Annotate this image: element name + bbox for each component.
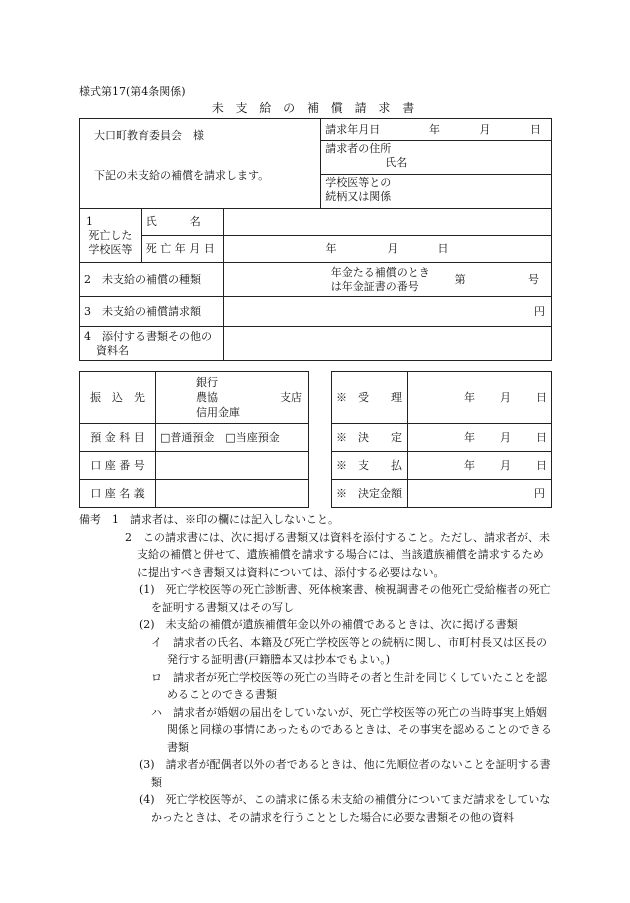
- account-number-label: 口 座 番 号: [80, 452, 156, 480]
- pension-label-cell: [321, 263, 451, 297]
- address-cell: [321, 141, 552, 175]
- death-date-field[interactable]: [223, 236, 551, 263]
- pension-label-2: は年金証書の番号: [330, 279, 419, 293]
- claim-amount-label: 3 未支給の補償請求額: [80, 297, 224, 327]
- deceased-name-field[interactable]: [223, 209, 551, 236]
- note-2-3: (3) 請求者が配偶者以外の者であるときは、他に先順位者のないことを証明する書類: [139, 758, 551, 789]
- pension-label-1: 年金たる補償のとき: [330, 265, 430, 279]
- relation-label-1: 学校医等との: [325, 176, 392, 189]
- claim-table: [79, 118, 552, 361]
- decided-label: ※ 決 定: [332, 424, 408, 452]
- note-1: 備考 1 請求者は、※印の欄には記入しないこと。: [79, 513, 339, 526]
- form-number: 様式第17(第4条関係): [79, 85, 186, 98]
- pension-number-field[interactable]: [451, 263, 552, 297]
- day-label: 日: [530, 122, 541, 136]
- deceased-num: 1: [86, 214, 93, 228]
- transfer-label: 振 込 先: [80, 372, 156, 424]
- deposit-type-label: 預 金 科 目: [80, 424, 156, 452]
- note-2-2-ro: ロ 請求者が死亡学校医等の死亡の当時その者と生計を同じくしていたことを認めることのできる書類: [151, 670, 547, 701]
- death-day: 日: [437, 242, 449, 255]
- note-2-2: (2) 未支給の補償が遺族補償年金以外の補償であるときは、次に掲げる書類: [139, 618, 518, 631]
- deposit-type-options[interactable]: □普通預金 □当座預金: [156, 424, 309, 452]
- address-label: 請求者の住所: [325, 142, 392, 155]
- dai-label: 第: [454, 272, 466, 286]
- paid-day: 日: [536, 458, 547, 472]
- attachments-field[interactable]: [223, 327, 551, 361]
- claim-amount-field[interactable]: [223, 297, 551, 327]
- deceased-label-1: 死亡した: [88, 228, 133, 242]
- decided-amount-label: ※ 決定金額: [332, 480, 408, 508]
- account-name-field[interactable]: [156, 480, 309, 508]
- account-name-label: 口 座 名 義: [80, 480, 156, 508]
- bank-type-coop: 農協: [196, 390, 218, 404]
- account-number-field[interactable]: [156, 452, 309, 480]
- deceased-name-label: 氏 名: [141, 209, 223, 236]
- deceased-label-2: 学校医等: [88, 242, 133, 256]
- branch-label: 支店: [280, 390, 302, 404]
- relation-label-2: 続柄又は関係: [325, 190, 392, 203]
- form-title: 未 支 給 の 補 償 請 求 書: [211, 101, 419, 115]
- received-day: 日: [536, 390, 547, 404]
- received-month: 月: [500, 390, 511, 404]
- bank-type-bank: 銀行: [196, 375, 218, 389]
- attachments-label-cell: [80, 327, 224, 361]
- decided-amount-field: [408, 480, 552, 508]
- death-month: 月: [387, 242, 399, 255]
- office-yen-label: 円: [534, 486, 545, 500]
- bank-type-credit: 信用金庫: [196, 405, 240, 419]
- bank-table: [79, 371, 309, 508]
- decided-month: 月: [500, 430, 511, 444]
- paid-date: [408, 452, 552, 480]
- addressee: 大口町教育委員会 様: [94, 129, 204, 142]
- note-2: 2 この請求書には、次に掲げる書類又は資料を添付すること。ただし、請求者が、未支給の補償と併せて、遺族補償を請求する場合には、当該遺族補償を請求するために提出すべき書類又は資料については、添付する必要はない。: [125, 530, 550, 579]
- request-date-cell: [321, 119, 552, 141]
- office-table: [331, 371, 552, 508]
- attachments-label-2: 資料名: [96, 343, 129, 357]
- decided-date: [408, 424, 552, 452]
- transfer-field[interactable]: [156, 372, 309, 424]
- request-date-label: 請求年月日: [325, 122, 381, 136]
- received-date: [408, 372, 552, 424]
- note-2-2-ha: ハ 請求者が婚姻の届出をしていないが、死亡学校医等の死亡の当時事実上婚姻関係と同様の事情にあったものであるときは、その事実を認めることのできる書類: [151, 705, 552, 754]
- paid-month: 月: [500, 458, 511, 472]
- decided-year: 年: [464, 430, 475, 444]
- month-label: 月: [479, 122, 491, 136]
- paid-label: ※ 支 払: [332, 452, 408, 480]
- addressee-cell: [80, 119, 321, 209]
- paid-year: 年: [464, 458, 475, 472]
- year-label: 年: [429, 122, 440, 136]
- yen-label: 円: [534, 304, 545, 318]
- note-2-2-i: イ 請求者の氏名、本籍及び死亡学校医等との続柄に関し、市町村長又は区長の発行する証明書(戸籍謄本又は抄本でもよい。): [151, 635, 547, 666]
- go-label: 号: [528, 272, 539, 286]
- attachments-label-1: 4 添付する書類その他の: [84, 329, 212, 343]
- decided-day: 日: [536, 430, 547, 444]
- death-date-label: 死 亡 年 月 日: [141, 236, 223, 263]
- death-year: 年: [325, 242, 337, 255]
- received-year: 年: [464, 390, 475, 404]
- received-label: ※ 受 理: [332, 372, 408, 424]
- deceased-label-cell: [80, 209, 142, 263]
- benefit-type-label: 2 未支給の補償の種類: [80, 263, 224, 297]
- notes-section: [79, 511, 554, 826]
- note-2-1: (1) 死亡学校医等の死亡診断書、死体検案書、検視調書その他死亡受給権者の死亡を証明する書類又はその写し: [139, 583, 551, 614]
- relation-cell: [321, 175, 552, 209]
- benefit-type-field[interactable]: [223, 263, 321, 297]
- request-text: 下記の未支給の補償を請求します。: [94, 169, 270, 182]
- note-2-4: (4) 死亡学校医等が、この請求に係る未支給の補償分についてまだ請求をしていなかったときは、その請求を行うこととした場合に必要な書類その他の資料: [139, 793, 551, 824]
- claimant-name-label: 氏名: [385, 156, 408, 169]
